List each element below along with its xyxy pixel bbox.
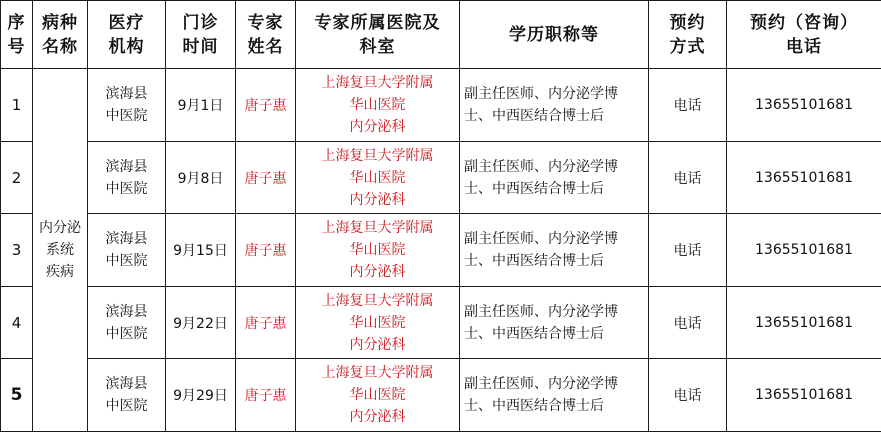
table-row [1, 359, 881, 432]
quals-cell: 副主任医师、内分泌学博 士、中西医结合博士后 [460, 214, 649, 287]
header-expert: 专家 姓名 [236, 1, 296, 69]
method-cell: 电话 [649, 141, 727, 214]
disease-cell: 内分泌 系统 疾病 [33, 69, 88, 432]
doctor-name: 唐子惠 [236, 69, 296, 142]
header-time: 门诊 时间 [166, 1, 236, 69]
header-hospital: 医疗 机构 [88, 1, 166, 69]
date-cell: 9月8日 [166, 141, 236, 214]
method-cell: 电话 [649, 214, 727, 287]
date-cell: 9月15日 [166, 214, 236, 287]
header-disease: 病种 名称 [33, 1, 88, 69]
expert-dept-cell: 上海复旦大学附属 华山医院 内分泌科 [296, 214, 460, 287]
expert-dept-cell: 上海复旦大学附属 华山医院 内分泌科 [296, 359, 460, 432]
row-index: 1 [1, 69, 33, 142]
date-cell: 9月22日 [166, 286, 236, 359]
date-cell: 9月1日 [166, 69, 236, 142]
doctor-name: 唐子惠 [236, 359, 296, 432]
header-row [1, 1, 881, 69]
header-quals: 学历职称等 [460, 1, 649, 69]
hospital-cell: 滨海县 中医院 [88, 141, 166, 214]
doctor-name: 唐子惠 [236, 286, 296, 359]
quals-cell: 副主任医师、内分泌学博 士、中西医结合博士后 [460, 69, 649, 142]
phone-number[interactable]: 13655101681 [727, 141, 881, 214]
row-index: 5 [1, 359, 33, 432]
row-index: 3 [1, 214, 33, 287]
hospital-cell: 滨海县 中医院 [88, 359, 166, 432]
date-cell: 9月29日 [166, 359, 236, 432]
table-row [1, 286, 881, 359]
method-cell: 电话 [649, 286, 727, 359]
quals-cell: 副主任医师、内分泌学博 士、中西医结合博士后 [460, 359, 649, 432]
expert-dept-cell: 上海复旦大学附属 华山医院 内分泌科 [296, 69, 460, 142]
expert-dept-cell: 上海复旦大学附属 华山医院 内分泌科 [296, 286, 460, 359]
method-cell: 电话 [649, 359, 727, 432]
phone-number[interactable]: 13655101681 [727, 359, 881, 432]
phone-number[interactable]: 13655101681 [727, 286, 881, 359]
table-row [1, 141, 881, 214]
header-method: 预约 方式 [649, 1, 727, 69]
header-phone: 预约（咨询） 电话 [727, 1, 881, 69]
doctor-name: 唐子惠 [236, 141, 296, 214]
quals-cell: 副主任医师、内分泌学博 士、中西医结合博士后 [460, 286, 649, 359]
row-index: 4 [1, 286, 33, 359]
doctor-name: 唐子惠 [236, 214, 296, 287]
hospital-cell: 滨海县 中医院 [88, 69, 166, 142]
expert-dept-cell: 上海复旦大学附属 华山医院 内分泌科 [296, 141, 460, 214]
method-cell: 电话 [649, 69, 727, 142]
phone-number[interactable]: 13655101681 [727, 214, 881, 287]
header-index: 序 号 [1, 1, 33, 69]
table-row [1, 214, 881, 287]
phone-number[interactable]: 13655101681 [727, 69, 881, 142]
hospital-cell: 滨海县 中医院 [88, 286, 166, 359]
row-index: 2 [1, 141, 33, 214]
quals-cell: 副主任医师、内分泌学博 士、中西医结合博士后 [460, 141, 649, 214]
hospital-cell: 滨海县 中医院 [88, 214, 166, 287]
table-row [1, 69, 881, 142]
header-expert-dept: 专家所属医院及 科室 [296, 1, 460, 69]
